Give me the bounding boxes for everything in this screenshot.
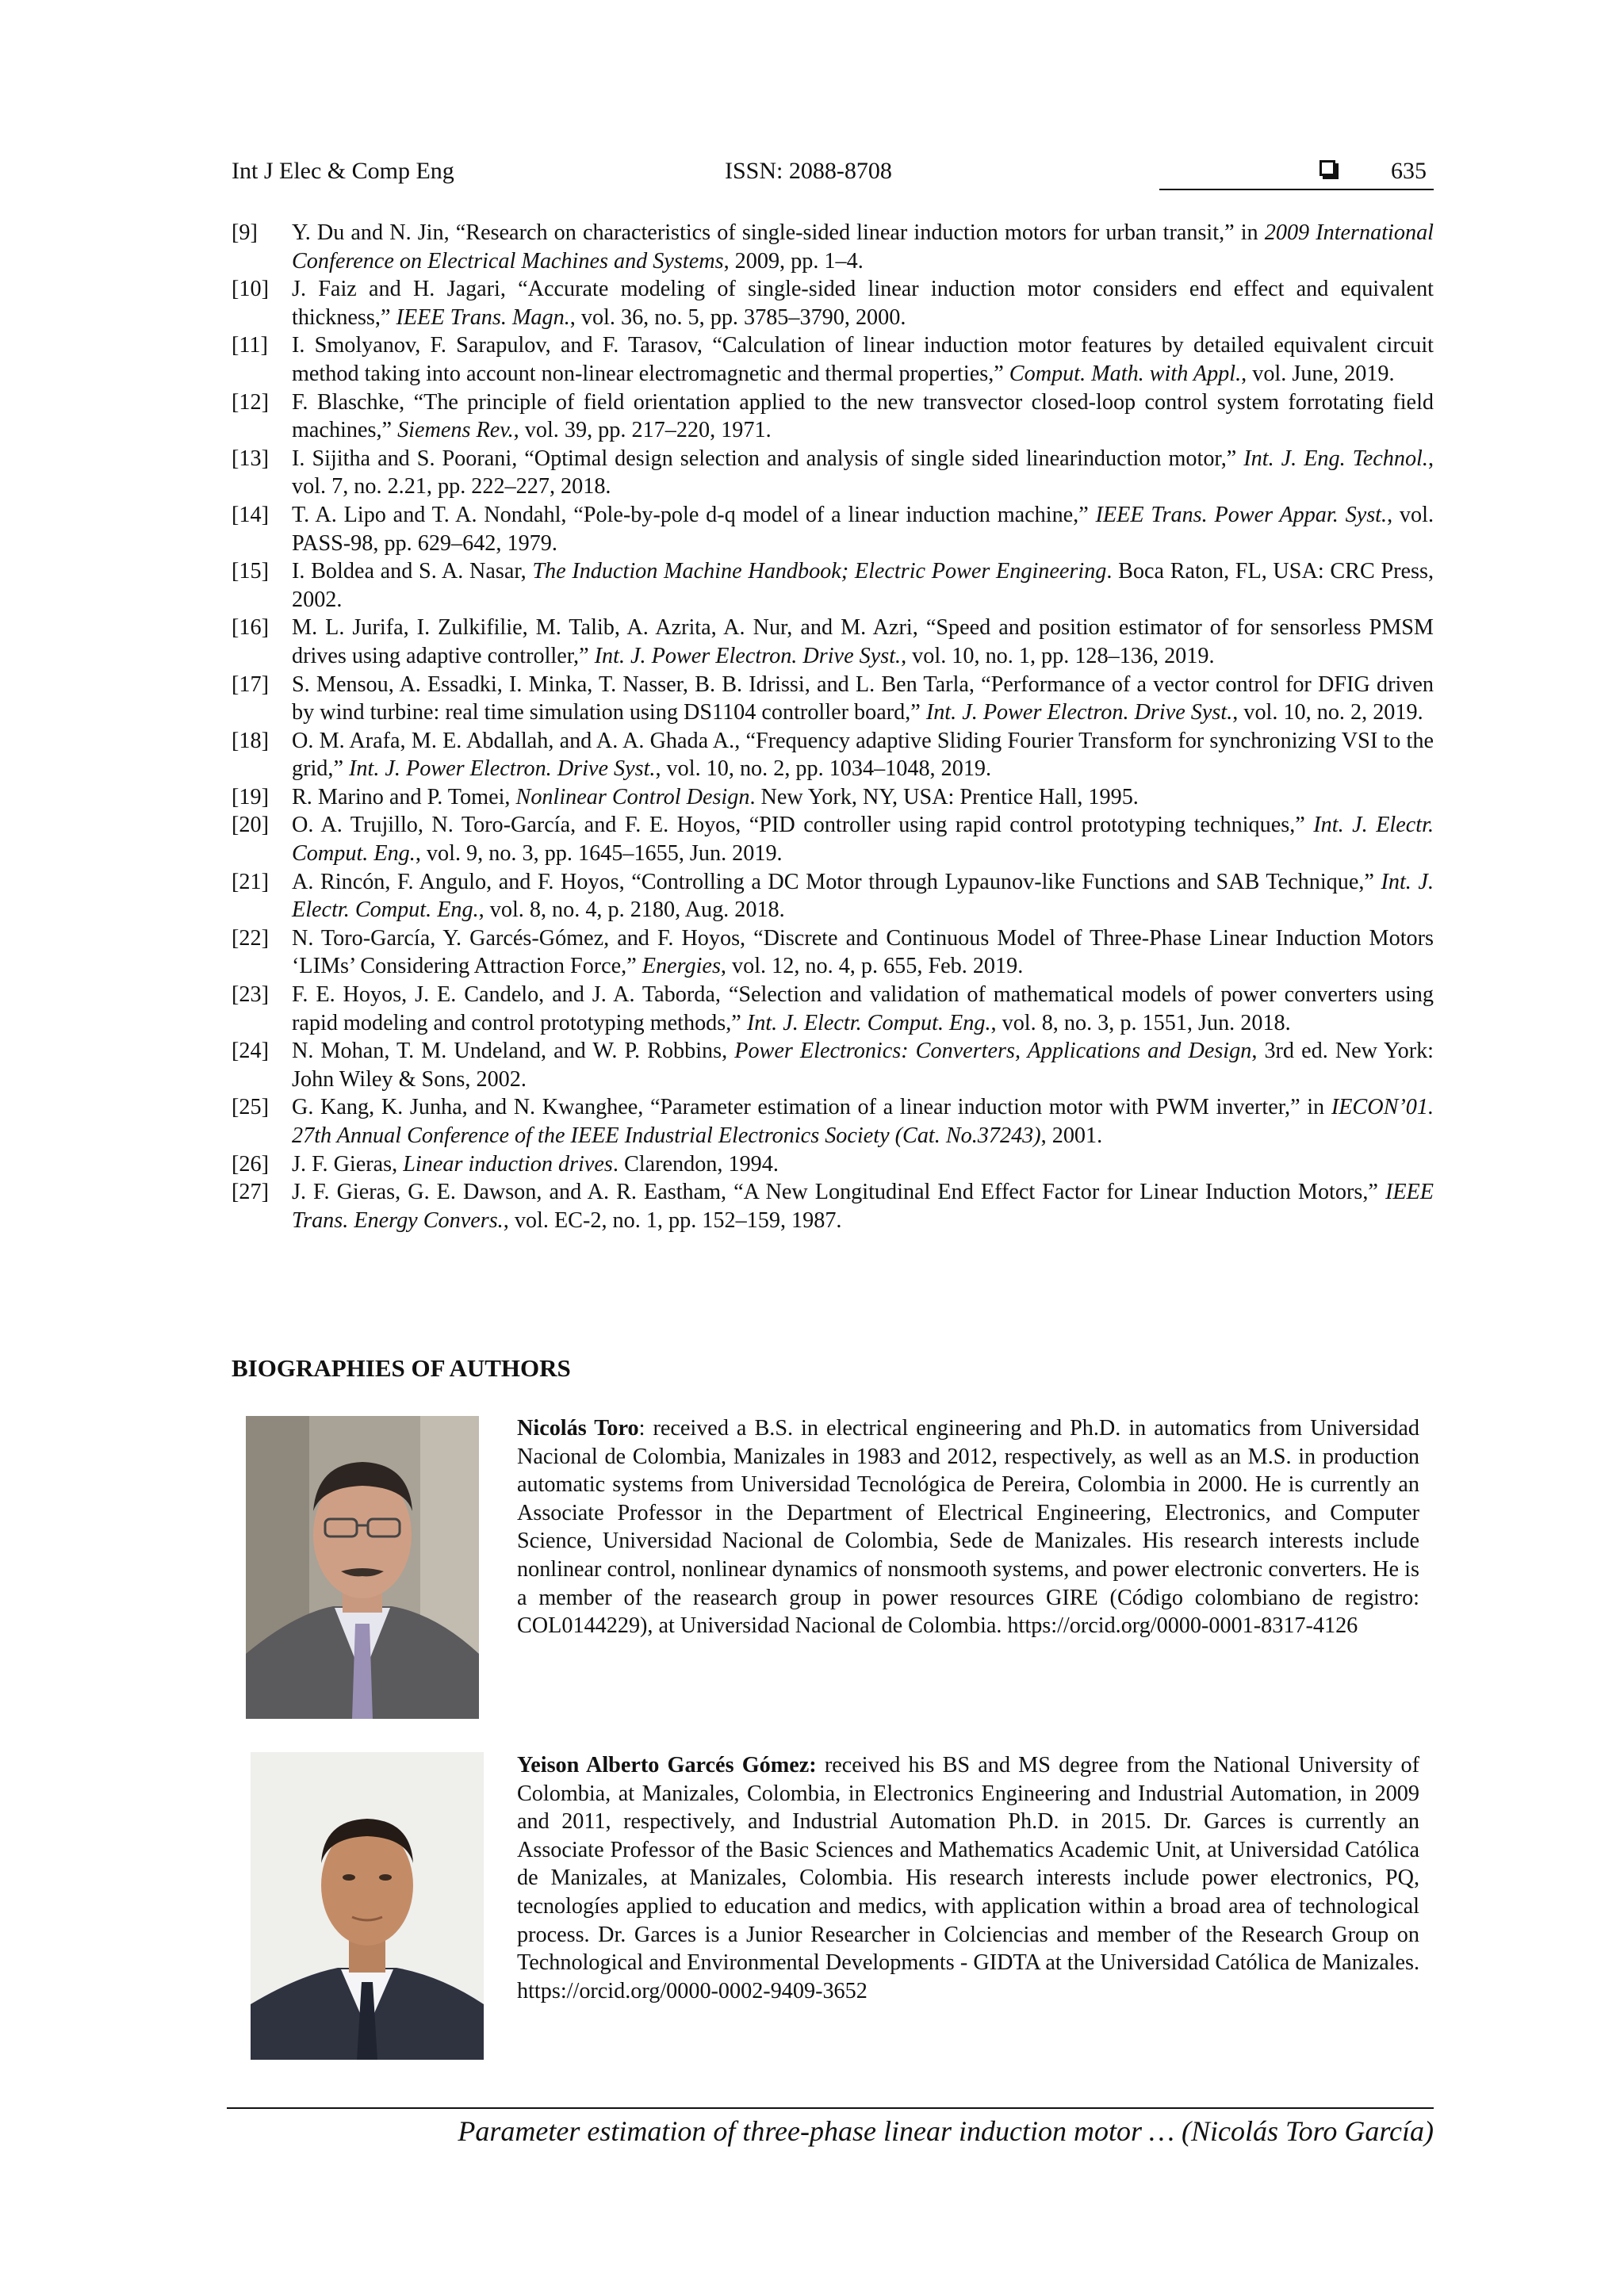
reference-segment: J. F. Gieras, — [292, 1151, 404, 1177]
footer-rule — [227, 2107, 1434, 2109]
reference-segment: , vol. 8, no. 4, p. 2180, Aug. 2018. — [478, 897, 785, 923]
reference-text — [292, 783, 1434, 812]
reference-item — [232, 219, 1434, 275]
reference-italic: IEEE Trans. Magn. — [396, 304, 570, 330]
reference-italic: Comput. Math. with Appl. — [1009, 361, 1242, 386]
reference-text — [292, 557, 1434, 614]
reference-italic: Int. J. Electr. Comput. Eng. — [292, 869, 1434, 923]
reference-text — [292, 331, 1434, 388]
reference-segment: F. Blaschke, “The principle of field orientation applied to the new transvector closed-loop control system forrotating field machines,” — [292, 389, 1434, 443]
reference-item — [232, 1178, 1434, 1234]
reference-number: [25] — [232, 1095, 269, 1120]
reference-segment: , vol. 10, no. 2, pp. 1034–1048, 2019. — [655, 756, 992, 782]
reference-number: [11] — [232, 333, 268, 358]
reference-item — [232, 445, 1434, 501]
reference-item — [232, 811, 1434, 867]
reference-segment: , vol. EC-2, no. 1, pp. 152–159, 1987. — [503, 1207, 842, 1233]
reference-item — [232, 1093, 1434, 1150]
reference-number: [23] — [232, 982, 269, 1008]
reference-segment: J. Faiz and H. Jagari, “Accurate modeling of single-sided linear induction motor considers end effect and equivalent thickness,” — [292, 277, 1434, 330]
issn: ISSN: 2088-8708 — [725, 158, 892, 184]
reference-item — [232, 388, 1434, 445]
reference-segment: , 2009, pp. 1–4. — [723, 248, 864, 274]
reference-text — [292, 924, 1434, 981]
reference-number: [10] — [232, 277, 269, 302]
reference-item — [232, 981, 1434, 1037]
author-photo-toro — [246, 1416, 479, 1719]
reference-italic: 2009 International Conference on Electrical Machines and Systems — [292, 220, 1434, 274]
reference-number: [12] — [232, 389, 269, 415]
reference-segment: O. M. Arafa, M. E. Abdallah, and A. A. Ghada A., “Frequency adaptive Sliding Fourier Transform for synchronizing VSI to the grid,” — [292, 728, 1434, 782]
reference-item — [232, 1150, 1434, 1179]
reference-segment: J. F. Gieras, G. E. Dawson, and A. R. Eastham, “A New Longitudinal End Effect Factor for Linear Induction Motors,” — [292, 1180, 1385, 1205]
reference-italic: IEEE Trans. Power Appar. Syst. — [1095, 502, 1388, 527]
reference-number: [21] — [232, 869, 269, 894]
header-rule — [1159, 189, 1434, 190]
reference-segment: I. Sijitha and S. Poorani, “Optimal design selection and analysis of single sided linearinduction motor,” — [292, 446, 1244, 471]
reference-number: [16] — [232, 615, 269, 641]
reference-number: [9] — [232, 220, 258, 245]
reference-segment: S. Mensou, A. Essadki, I. Minka, T. Nasser, B. B. Idrissi, and L. Ben Tarla, “Performance of a vector control for DFIG driven by wind turbine: real time simulation using DS1104 controller board,” — [292, 672, 1434, 725]
reference-italic: Int. J. Electr. Comput. Eng. — [292, 813, 1434, 867]
author-photo-garces — [251, 1752, 484, 2060]
reference-text — [292, 219, 1434, 275]
reference-number: [17] — [232, 672, 269, 697]
reference-number: [13] — [232, 446, 269, 471]
author-name: Nicolás Toro — [517, 1416, 639, 1441]
reference-number: [24] — [232, 1039, 269, 1064]
reference-number: [19] — [232, 784, 269, 809]
reference-segment: I. Boldea and S. A. Nasar, — [292, 559, 533, 584]
reference-segment: , 2001. — [1040, 1123, 1103, 1148]
reference-text — [292, 727, 1434, 783]
reference-number: [26] — [232, 1151, 269, 1177]
reference-text — [292, 1037, 1434, 1093]
reference-number: [22] — [232, 925, 269, 951]
reference-italic: Siemens Rev. — [397, 418, 514, 443]
reference-italic: Int. J. Power Electron. Drive Syst. — [349, 756, 656, 782]
running-header — [232, 155, 1434, 192]
reference-segment: . New York, NY, USA: Prentice Hall, 1995. — [749, 784, 1139, 809]
reference-segment: A. Rincón, F. Angulo, and F. Hoyos, “Controlling a DC Motor through Lypaunov-like Functions and SAB Technique,” — [292, 869, 1381, 894]
reference-segment: , vol. 8, no. 3, p. 1551, Jun. 2018. — [990, 1010, 1291, 1035]
reference-text — [292, 868, 1434, 924]
reference-italic: Int. J. Electr. Comput. Eng. — [746, 1010, 991, 1035]
reference-segment: , vol. June, 2019. — [1241, 361, 1395, 386]
reference-italic: Power Electronics: Converters, Applications and Design — [734, 1039, 1252, 1064]
reference-italic: Linear induction drives — [403, 1151, 613, 1177]
reference-italic: Nonlinear Control Design — [515, 784, 750, 809]
running-footer: Parameter estimation of three-phase linear induction motor … (Nicolás Toro García) — [458, 2115, 1434, 2147]
reference-item — [232, 614, 1434, 670]
reference-segment: G. Kang, K. Junha, and N. Kwanghee, “Parameter estimation of a linear induction motor with PWM inverter,” in — [292, 1095, 1331, 1120]
page-number: 635 — [1391, 158, 1427, 184]
reference-item — [232, 671, 1434, 727]
reference-item — [232, 501, 1434, 557]
reference-text — [292, 445, 1434, 501]
bio-nicolas-toro — [517, 1414, 1419, 1640]
reference-segment: N. Mohan, T. M. Undeland, and W. P. Robbins, — [292, 1039, 735, 1064]
reference-text — [292, 388, 1434, 445]
reference-italic: IECON’01. 27th Annual Conference of the IEEE Industrial Electronics Society (Cat. No.37243) — [292, 1095, 1434, 1148]
reference-italic: Energies — [642, 954, 721, 979]
reference-number: [14] — [232, 502, 269, 527]
reference-segment: N. Toro-García, Y. Garcés-Gómez, and F. Hoyos, “Discrete and Continuous Model of Three-Phase Linear Induction Motors ‘LIMs’ Considering Attraction Force,” — [292, 925, 1434, 979]
reference-text — [292, 811, 1434, 867]
reference-segment: , vol. 36, no. 5, pp. 3785–3790, 2000. — [569, 304, 906, 330]
reference-number: [20] — [232, 813, 269, 838]
author-name: Yeison Alberto Garcés Gómez: — [517, 1753, 817, 1777]
reference-text — [292, 501, 1434, 557]
reference-text — [292, 614, 1434, 670]
bio-yeison-garces — [517, 1751, 1419, 2005]
reference-segment: , 3rd ed. New York: John Wiley & Sons, 2002. — [292, 1039, 1434, 1092]
reference-segment: , vol. 7, no. 2.21, pp. 222–227, 2018. — [292, 446, 1434, 499]
reference-segment: , vol. 12, no. 4, p. 655, Feb. 2019. — [720, 954, 1024, 979]
reference-text — [292, 981, 1434, 1037]
reference-segment: , vol. 39, pp. 217–220, 1971. — [513, 418, 772, 443]
reference-italic: Int. J. Power Electron. Drive Syst. — [925, 700, 1233, 725]
reference-item — [232, 783, 1434, 812]
reference-item — [232, 1037, 1434, 1093]
reference-segment: R. Marino and P. Tomei, — [292, 784, 516, 809]
reference-segment: , vol. 10, no. 1, pp. 128–136, 2019. — [901, 643, 1215, 668]
reference-segment: , vol. 10, no. 2, 2019. — [1232, 700, 1423, 725]
reference-item — [232, 924, 1434, 981]
reference-item — [232, 727, 1434, 783]
reference-text — [292, 671, 1434, 727]
reference-number: [15] — [232, 559, 269, 584]
reference-text — [292, 1093, 1434, 1150]
reference-segment: T. A. Lipo and T. A. Nondahl, “Pole-by-pole d-q model of a linear induction machine,” — [292, 502, 1096, 527]
reference-item — [232, 557, 1434, 614]
reference-list — [232, 219, 1434, 1234]
reference-text — [292, 1150, 1434, 1179]
reference-italic: The Induction Machine Handbook; Electric Power Engineering — [532, 559, 1107, 584]
reference-italic: IEEE Trans. Energy Convers. — [292, 1180, 1434, 1233]
reference-segment: Y. Du and N. Jin, “Research on characteristics of single-sided linear induction motors for urban transit,” in — [292, 220, 1265, 245]
bio-text: : received a B.S. in electrical engineering and Ph.D. in automatics from Universidad Nacional de Colombia, Manizales in 1983 and 2012, respectively, as well as an M.S. in production automatic systems from Universidad Tecnológica de Pereira, Colombia in 2000. He is currently an Associate Professor in the Department of Electrical Engineering, Electronics, and Computer Science, Universidad Nacional de Colombia, Sede de Manizales. His research interests include nonlinear control, nonlinear dynamics of nonsmooth systems, and power electronic converters. He is a member of the reasearch group in power resources GIRE (Código colombiano de registro: COL0144229), at Universidad Nacional de Colombia. https://orcid.org/0000-0001-8317-4126 — [517, 1416, 1419, 1639]
reference-number: [27] — [232, 1180, 269, 1205]
reference-number: [18] — [232, 728, 269, 753]
reference-segment: , vol. 9, no. 3, pp. 1645–1655, Jun. 2019. — [415, 841, 783, 867]
reference-segment: . Boca Raton, FL, USA: CRC Press, 2002. — [292, 559, 1434, 612]
reference-item — [232, 275, 1434, 331]
square-bullet-icon — [1320, 160, 1335, 176]
reference-segment: M. L. Jurifa, I. Zulkifilie, M. Talib, A. Azrita, A. Nur, and M. Azri, “Speed and position estimator of for sensorless PMSM drives using adaptive controller,” — [292, 615, 1434, 668]
reference-text — [292, 275, 1434, 331]
reference-italic: Int. J. Power Electron. Drive Syst. — [594, 643, 902, 668]
reference-segment: I. Smolyanov, F. Sarapulov, and F. Tarasov, “Calculation of linear induction motor features by detailed equivalent circuit method taking into account non-linear electromagnetic and thermal properties,” — [292, 333, 1434, 386]
journal-abbrev: Int J Elec & Comp Eng — [232, 158, 454, 184]
bio-text: received his BS and MS degree from the National University of Colombia, at Manizales, Colombia, in Electronics Engineering and Industrial Automation, in 2009 and 2011, respectively, and Industrial Automation Ph.D. in 2015. Dr. Garces is currently an Associate Professor of the Basic Sciences and Mathematics Academic Unit, at Universidad Católica de Manizales, at Manizales, Colombia. His research interests include power electronics, PQ, tecnologíes applied to education and medics, with application within a broad area of technological process. Dr. Garces is a Junior Researcher in Colciencias and member of the Research Group on Technological and Environmental Developments - GIDTA at the Universidad Católica de Manizales. https://orcid.org/0000-0002-9409-3652 — [517, 1753, 1419, 2003]
biographies-heading: BIOGRAPHIES OF AUTHORS — [232, 1354, 571, 1382]
reference-segment: F. E. Hoyos, J. E. Candelo, and J. A. Taborda, “Selection and validation of mathematical models of power converters using rapid modeling and control prototyping methods,” — [292, 982, 1434, 1035]
reference-segment: , vol. PASS-98, pp. 629–642, 1979. — [292, 502, 1434, 556]
reference-italic: Int. J. Eng. Technol. — [1243, 446, 1428, 471]
reference-item — [232, 331, 1434, 388]
reference-segment: . Clarendon, 1994. — [612, 1151, 779, 1177]
reference-segment: O. A. Trujillo, N. Toro-García, and F. E. Hoyos, “PID controller using rapid control prototyping techniques,” — [292, 813, 1314, 838]
reference-text — [292, 1178, 1434, 1234]
reference-item — [232, 868, 1434, 924]
